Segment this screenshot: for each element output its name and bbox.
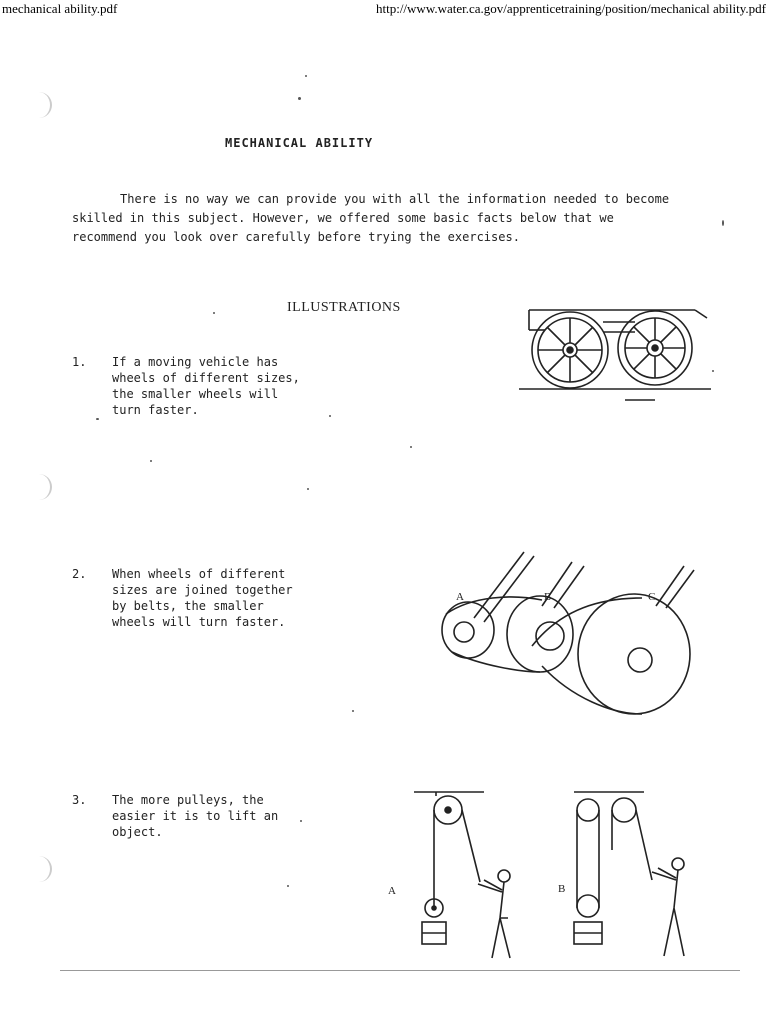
belt-label-a: A: [456, 591, 464, 603]
pdf-url[interactable]: http://www.water.ca.gov/apprenticetraining/position/mechanical ability.pdf: [375, 1, 766, 16]
document-page: [0, 20, 768, 1024]
intro-text: There is no way we can provide you with all the information needed to become skilled in this subject. However, we offered some basic facts below that we recommend you look over carefully before trying the exercises.: [72, 192, 670, 244]
item-number: 3.: [72, 793, 87, 807]
punch-hole: [36, 92, 52, 118]
document-title: MECHANICAL ABILITY: [225, 136, 374, 150]
item-number: 1.: [72, 355, 87, 369]
bottom-rule: [60, 970, 740, 971]
item-number: 2.: [72, 567, 87, 581]
intro-paragraph: [72, 190, 672, 247]
scan-speck: [213, 312, 215, 314]
scan-speck: [150, 460, 152, 462]
scan-speck: [298, 97, 301, 100]
punch-hole: [36, 856, 52, 882]
belt-wheels-illustration: [432, 548, 702, 728]
wagon-wheels-illustration: [515, 288, 715, 408]
pulley-label-b: B: [558, 883, 566, 895]
scan-speck: [410, 446, 412, 448]
item-text: When wheels of different sizes are joined together by belts, the smaller wheels will turn faster.: [112, 567, 293, 629]
pulley-label-a: A: [388, 885, 396, 897]
pulleys-illustration: [380, 788, 720, 974]
scan-speck: [287, 885, 289, 887]
scan-speck: [352, 710, 354, 712]
pdf-filename: mechanical ability.pdf: [2, 1, 118, 16]
scan-speck: [305, 75, 307, 77]
scan-speck: [722, 220, 724, 226]
section-heading: ILLUSTRATIONS: [287, 300, 401, 315]
scan-speck: [307, 488, 309, 490]
scan-speck: [96, 418, 99, 420]
item-text: The more pulleys, the easier it is to lift an object.: [112, 793, 279, 839]
belt-label-c: C: [648, 591, 656, 603]
punch-hole: [36, 474, 52, 500]
belt-label-b: B: [544, 591, 552, 603]
item-text: If a moving vehicle has wheels of different sizes, the smaller wheels will turn faster.: [112, 355, 300, 417]
